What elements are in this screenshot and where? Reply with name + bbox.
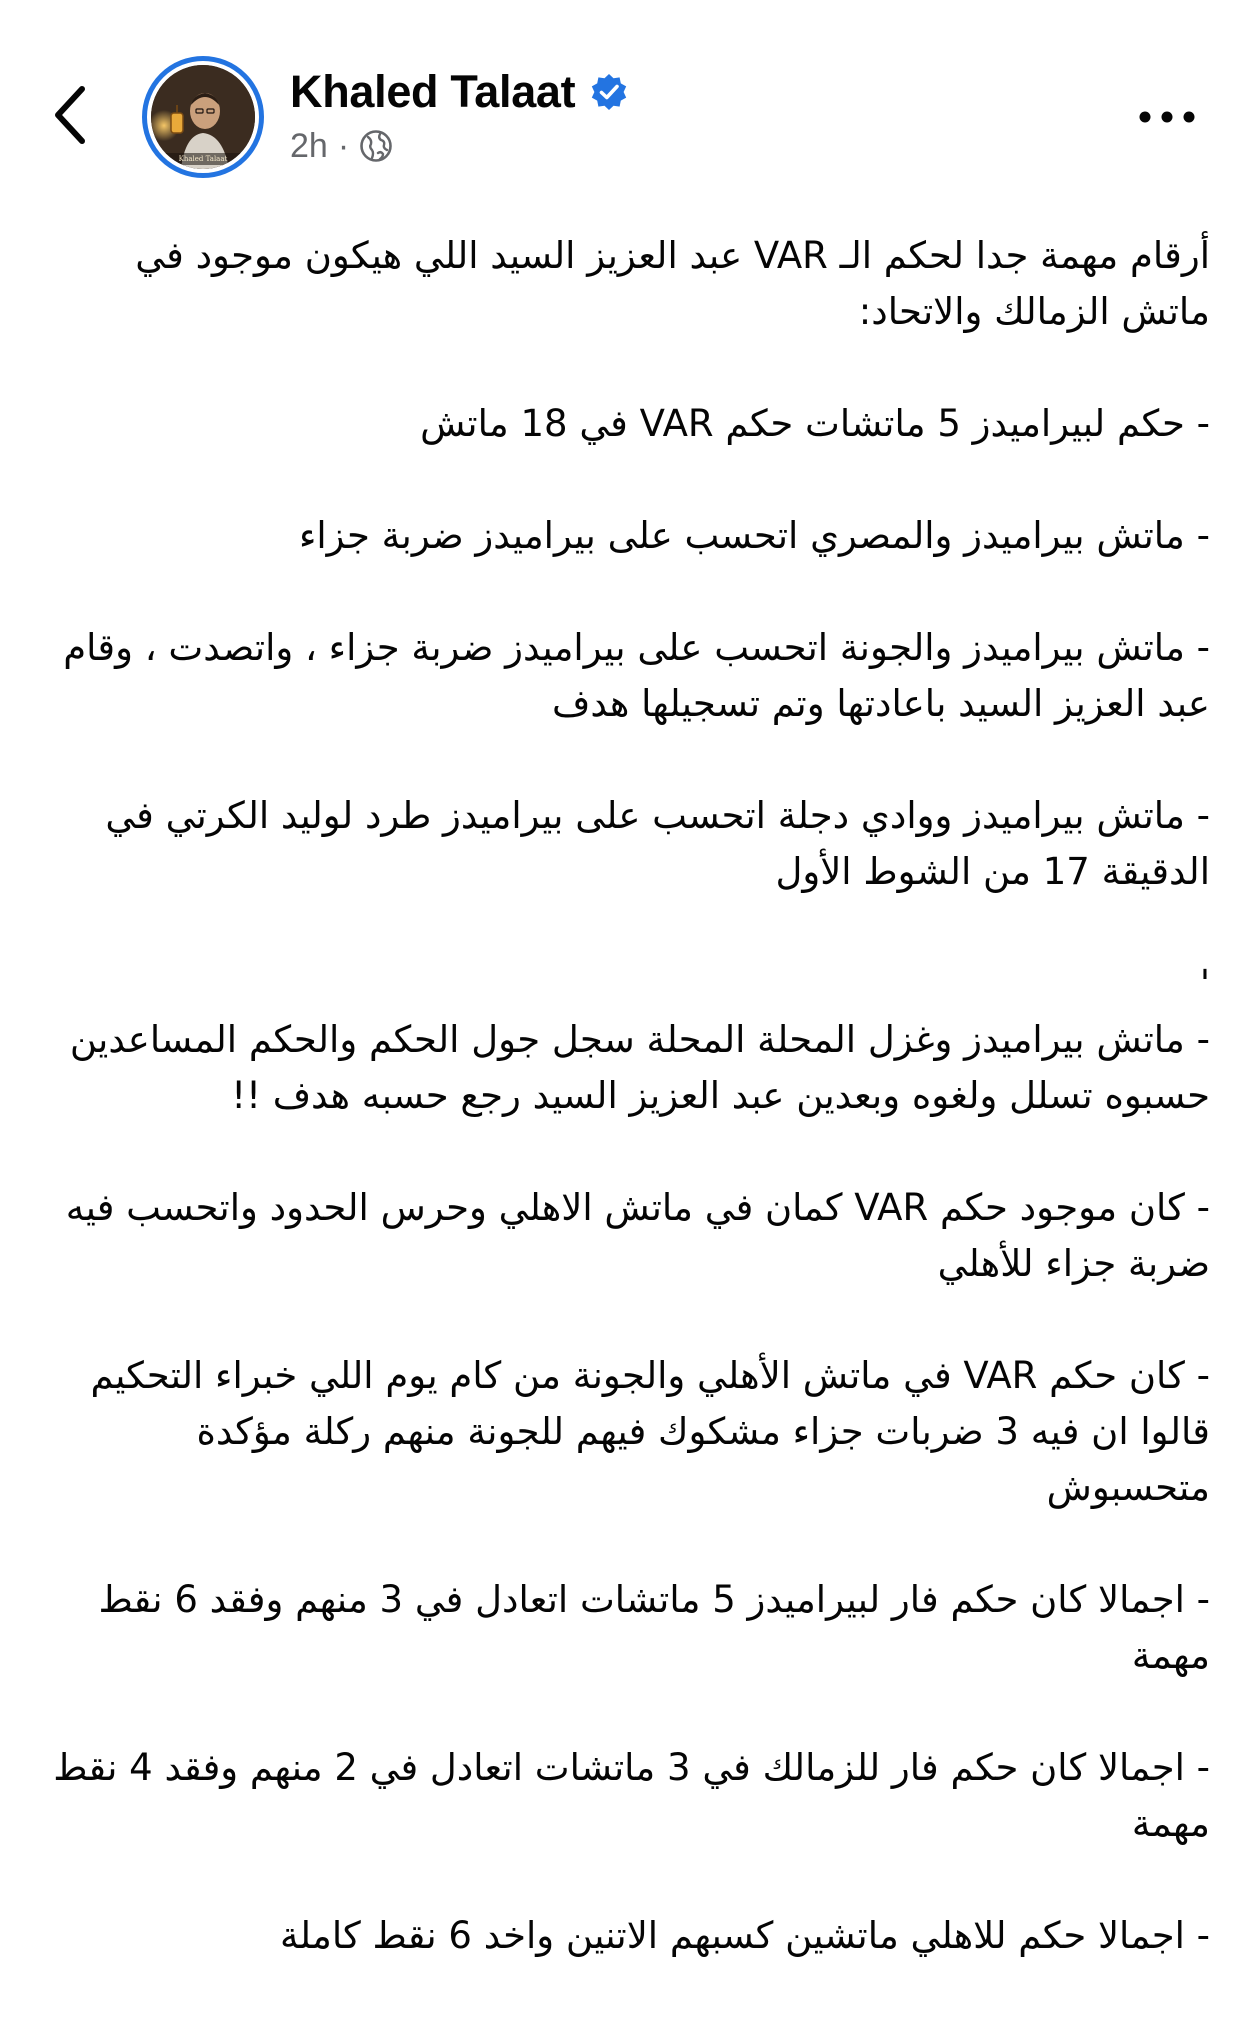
post-header xyxy=(0,0,1242,200)
post-paragraph: - ماتش بيراميدز والجونة اتحسب على بيراميدز ضربة جزاء ، واتصدت ، وقام عبد العزيز السيد باعادتها وتم تسجيلها هدف xyxy=(51,626,1210,725)
more-horizontal-icon xyxy=(1137,110,1197,124)
post-paragraph: - ماتش بيراميدز والمصري اتحسب على بيراميدز ضربة جزاء xyxy=(298,514,1210,557)
author-row xyxy=(290,62,629,122)
back-button[interactable] xyxy=(40,80,100,150)
post-paragraph: - اجمالا كان حكم فار للزمالك في 3 ماتشات اتعادل في 2 منهم وفقد 4 نقط مهمة xyxy=(41,1746,1210,1845)
post-paragraph: - اجمالا كان حكم فار لبيراميدز 5 ماتشات اتعادل في 3 منهم وفقد 6 نقط مهمة xyxy=(86,1578,1210,1677)
meta-separator: · xyxy=(337,126,350,165)
author-name[interactable]: Khaled Talaat xyxy=(290,66,576,117)
verified-badge-icon xyxy=(589,72,629,112)
globe-icon xyxy=(359,129,393,163)
post-paragraph: - كان حكم VAR في ماتش الأهلي والجونة من كام يوم اللي خبراء التحكيم قالوا ان فيه 3 ضربات جزاء مشكوك فيهم للجونة منهم ركلة مؤكدة متحسبوش xyxy=(78,1354,1210,1509)
post-body xyxy=(40,228,1210,2020)
post-paragraph: - ماتش بيراميدز ووادي دجلة اتحسب على بيراميدز طرد لوليد الكرتي في الدقيقة 17 من الشوط الأول xyxy=(93,794,1210,893)
avatar-image xyxy=(151,65,255,169)
post-paragraph: - حكم لبيراميدز 5 ماتشات حكم VAR في 18 ماتش xyxy=(420,402,1210,445)
post-paragraph: أرقام مهمة جدا لحكم الـ VAR عبد العزيز السيد اللي هيكون موجود في ماتش الزمالك والاتحاد: xyxy=(123,234,1210,333)
post-paragraph: - اجمالا حكم للاهلي ماتشين كسبهم الاتنين واخد 6 نقط كاملة xyxy=(279,1914,1210,1957)
chevron-left-icon xyxy=(50,83,90,147)
post-meta xyxy=(290,122,393,170)
post-timestamp[interactable]: 2h xyxy=(290,126,328,165)
avatar-caption: Khaled Talaat xyxy=(178,155,228,163)
more-options-button[interactable] xyxy=(1132,92,1202,142)
post-paragraph: ' - ماتش بيراميدز وغزل المحلة المحلة سجل جول الحكم والحكم المساعدين حسبوه تسلل ولغوه وبعدين عبد العزيز السيد رجع حسبه هدف !! xyxy=(69,962,1210,1117)
avatar[interactable] xyxy=(142,56,264,178)
avatar-portrait xyxy=(151,65,255,169)
post-paragraph: - كان موجود حكم VAR كمان في ماتش الاهلي وحرس الحدود واتحسب فيه ضربة جزاء للأهلي xyxy=(53,1186,1210,1285)
